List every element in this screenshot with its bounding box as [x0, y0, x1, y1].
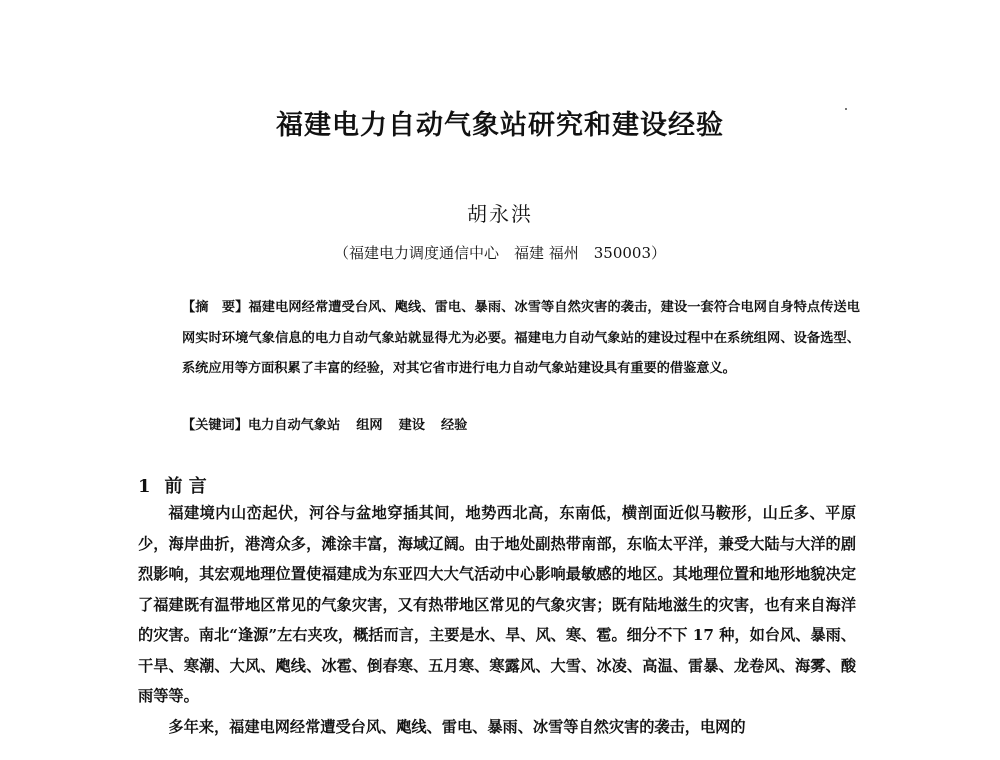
keyword: 组网: [356, 418, 383, 433]
section-number: 1: [138, 476, 151, 497]
keywords-block: [182, 414, 860, 438]
body-paragraph: 多年来，福建电网经常遭受台风、飑线、雷电、暴雨、冰雪等自然灾害的袭击，电网的: [168, 717, 746, 736]
keyword: 建设: [398, 418, 425, 433]
abstract-label: 【摘 要】: [182, 300, 249, 315]
body-text: [138, 498, 856, 742]
keyword: 经验: [441, 418, 468, 433]
body-paragraph: 福建境内山峦起伏，河谷与盆地穿插其间，地势西北高，东南低，横剖面近似马鞍形，山丘多、平原少，海岸曲折，港湾众多，滩涂丰富，海域辽阔。由于地处副热带南部，东临太平洋，兼受大陆与大洋的剧烈影响，其宏观地理位置使福建成为东亚四大大气活动中心影响最敏感的地区。其地理位置和地形地貌决定了福建既有温带地区常见的气象灾害，又有热带地区常见的气象灾害；既有陆地滋生的灾害，也有来自海洋的灾害。南北“逢源”左右夹攻，概括而言，主要是水、旱、风、寒、雹。细分不下 17 种，如台风、暴雨、干旱、寒潮、大风、飑线、冰雹、倒春寒、五月寒、寒露风、大雪、冰凌、高温、雷暴、龙卷风、海雾、酸雨等等。: [138, 504, 856, 705]
paper-title: 福建电力自动气象站研究和建设经验: [276, 110, 724, 141]
author-name: 胡永洪: [467, 202, 533, 226]
keywords-label: 【关键词】: [182, 418, 248, 433]
section-title: 前 言: [164, 476, 207, 497]
keyword: 电力自动气象站: [247, 418, 341, 433]
author-affiliation: （福建电力调度通信中心 福建 福州 350003）: [333, 244, 667, 262]
abstract-block: [182, 293, 860, 385]
abstract-text: 福建电网经常遭受台风、飑线、雷电、暴雨、冰雪等自然灾害的袭击，建设一套符合电网自身特点传送电网实时环境气象信息的电力自动气象站就显得尤为必要。福建电力自动气象站的建设过程中在系统组网、设备选型、系统应用等方面积累了丰富的经验，对其它省市进行电力自动气象站建设具有重要的借鉴意义。: [182, 300, 860, 376]
section-heading: [138, 472, 207, 498]
